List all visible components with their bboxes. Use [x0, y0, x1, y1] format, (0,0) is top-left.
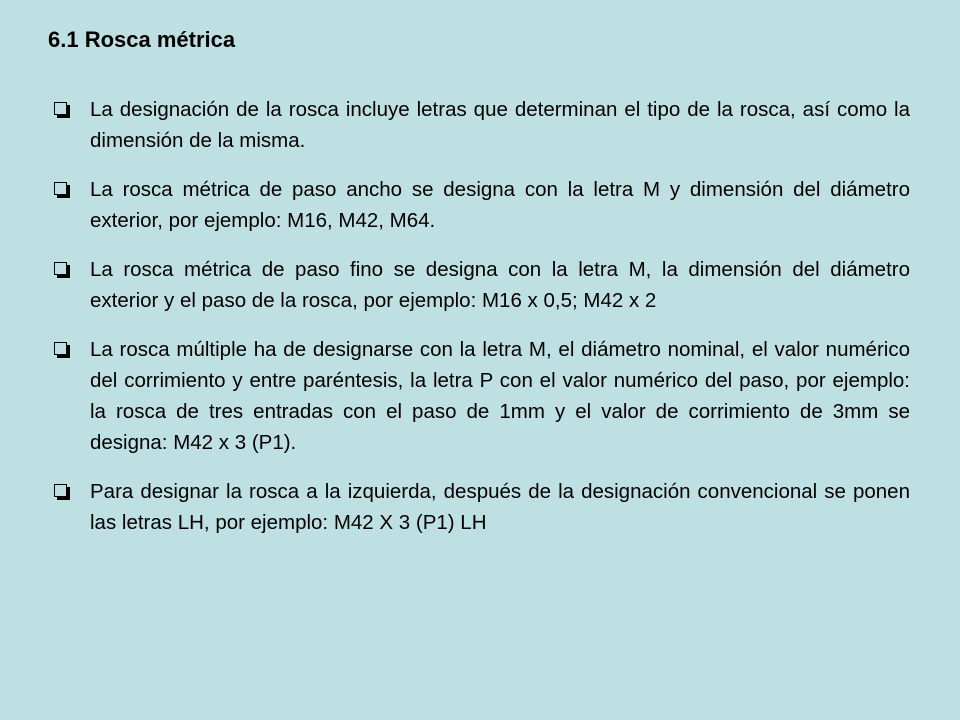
bullet-item-designation — [50, 94, 910, 156]
bullet-item-fine-pitch — [50, 254, 910, 316]
bullet-text: La rosca métrica de paso fino se designa con la letra M, la dimensión del diámetro exterior y el paso de la rosca, por ejemplo: M16 x 0,5; M42 x 2 — [90, 258, 910, 312]
bullet-text: La rosca métrica de paso ancho se designa con la letra M y dimensión del diámetro exterior, por ejemplo: M16, M42, M64. — [90, 178, 910, 232]
bullet-list — [50, 94, 910, 556]
slide-title: 6.1 Rosca métrica — [48, 27, 236, 52]
bullet-text: La rosca múltiple ha de designarse con la letra M, el diámetro nominal, el valor numérico del corrimiento y entre paréntesis, la letra P con el valor numérico del paso, por ejemplo: la rosca de tres entradas con el paso de 1mm y el valor de corrimiento de 3mm se designa: M42 x 3 (P1). — [90, 338, 910, 454]
bullet-item-coarse-pitch — [50, 174, 910, 236]
hollow-square-bullet-icon — [54, 342, 67, 355]
bullet-text: Para designar la rosca a la izquierda, después de la designación convencional se ponen las letras LH, por ejemplo: M42 X 3 (P1) LH — [90, 480, 910, 534]
bullet-item-left-hand — [50, 476, 910, 538]
bullet-text: La designación de la rosca incluye letras que determinan el tipo de la rosca, así como la dimensión de la misma. — [90, 98, 910, 152]
hollow-square-bullet-icon — [54, 484, 67, 497]
bullet-item-multiple-thread — [50, 334, 910, 458]
hollow-square-bullet-icon — [54, 102, 67, 115]
hollow-square-bullet-icon — [54, 182, 67, 195]
hollow-square-bullet-icon — [54, 262, 67, 275]
